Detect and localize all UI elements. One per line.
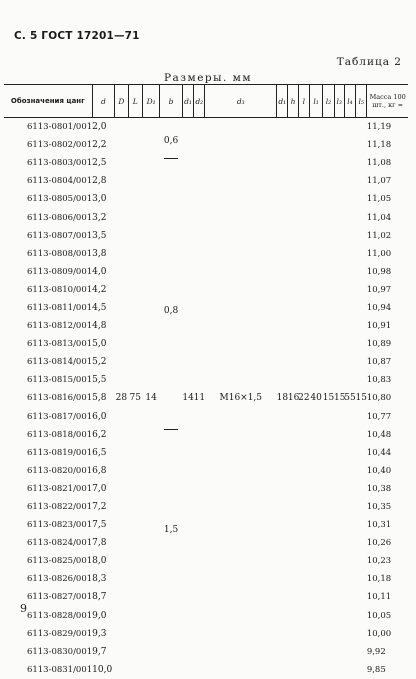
designation-cell: 6113-0808/001 [26, 248, 93, 259]
mass-value-cell: 11,08 [366, 158, 392, 169]
mass-value-cell: 11,02 [366, 230, 392, 241]
column-h: 16 [287, 393, 300, 404]
header-d2: d₂ [194, 85, 205, 118]
d-value-cell: 5,2 [92, 357, 107, 368]
mass-value-cell: 10,26 [366, 538, 392, 549]
header-d4: d₁ [277, 85, 288, 118]
d-value-cell: 7,8 [92, 538, 107, 549]
designation-cell: 6113-0815/001 [26, 375, 93, 386]
d-value-cell: 4,8 [92, 321, 107, 332]
header-mass: Масса 100 шт., кг ≈ [367, 85, 408, 118]
dimensions-table [4, 84, 408, 679]
d-value-cell: 2,2 [92, 140, 107, 151]
d-value-cell: 2,8 [92, 176, 107, 187]
designation-cell: 6113-0801/001 [26, 122, 93, 133]
column-l5: 15 [355, 393, 367, 404]
designation-cell: 6113-0813/001 [26, 339, 93, 350]
d-value-cell: 6,0 [92, 411, 107, 422]
d-value-cell: 3,2 [92, 212, 107, 223]
d-value-cell: 10,0 [92, 664, 113, 675]
mass-value-cell: 10,83 [366, 375, 392, 386]
d-value-cell: 5,8 [92, 393, 107, 404]
column-d4: 18 [276, 393, 289, 404]
mass-value-cell: 10,91 [366, 321, 392, 332]
table-header-row [4, 85, 408, 118]
b-value-third: 1,5 [163, 525, 179, 535]
designation-cell: 6113-0830/001 [26, 646, 93, 657]
mass-value-cell: 11,19 [366, 122, 392, 133]
mass-value-cell: 10,98 [366, 266, 392, 277]
mass-value-cell: 10,11 [366, 592, 392, 603]
mass-value-cell: 9,85 [366, 664, 386, 675]
page-header: С. 5 ГОСТ 17201—71 [14, 30, 140, 42]
header-h: h [288, 85, 298, 118]
column-b [160, 118, 183, 679]
d-value-cell: 2,5 [92, 158, 107, 169]
mass-value-cell: 10,31 [366, 520, 392, 531]
column-l2: 15 [322, 393, 335, 404]
header-d: d [92, 85, 115, 118]
mass-value-cell: 10,40 [366, 465, 392, 476]
d-value-cell: 8,7 [92, 592, 107, 603]
header-l3: l₃ [334, 85, 344, 118]
header-D: D [115, 85, 128, 118]
b-divider-first [164, 158, 178, 159]
designation-cell: 6113-0807/001 [26, 230, 93, 241]
designation-cell: 6113-0821/001 [26, 483, 93, 494]
designation-cell: 6113-0805/001 [26, 194, 93, 205]
designation-cell: 6113-0814/001 [26, 357, 93, 368]
designation-cell: 6113-0828/001 [26, 610, 93, 621]
designation-cell: 6113-0802/001 [26, 140, 93, 151]
mass-value-cell: 10,44 [366, 447, 392, 458]
header-l4: l₄ [344, 85, 355, 118]
b-divider-second [164, 429, 178, 430]
mass-value-cell: 10,35 [366, 502, 392, 513]
designation-cell: 6113-0806/001 [26, 212, 93, 223]
designation-cell: 6113-0827/001 [26, 592, 93, 603]
mass-value-cell: 10,18 [366, 574, 392, 585]
designation-cell: 6113-0820/001 [26, 465, 93, 476]
mass-value-cell: 11,07 [366, 176, 392, 187]
designation-cell: 6113-0812/001 [26, 321, 93, 332]
table-caption: Размеры. мм [163, 72, 253, 84]
d-value-cell: 6,5 [92, 447, 107, 458]
table-name: Таблица 2 [336, 56, 402, 68]
designation-cell: 6113-0831/001 [26, 664, 93, 675]
b-value-first: 0,6 [163, 136, 179, 146]
designation-cell: 6113-0819/001 [26, 447, 93, 458]
header-L: L [128, 85, 142, 118]
column-l3: 15 [334, 393, 346, 404]
mass-value-cell: 11,05 [366, 194, 392, 205]
header-d1: d₁ [182, 85, 193, 118]
column-d: 28 [115, 393, 128, 404]
d-value-cell: 7,2 [92, 502, 107, 513]
header-b: b [160, 85, 183, 118]
table-body [4, 118, 408, 679]
designation-cell: 6113-0810/001 [26, 284, 93, 295]
mass-value-cell: 10,94 [366, 302, 392, 313]
designation-cell: 6113-0826/001 [26, 574, 93, 585]
d-value-cell: 9,3 [92, 628, 107, 639]
column-d1: 14 [182, 393, 194, 404]
mass-value-cell: 10,89 [366, 339, 392, 350]
d-value-cell: 6,2 [92, 429, 107, 440]
d-value-cell: 2,0 [92, 122, 107, 133]
d-value-cell: 5,5 [92, 375, 107, 386]
mass-value-cell: 9,92 [366, 646, 386, 657]
header-D1: D₁ [142, 85, 159, 118]
d-value-cell: 4,0 [92, 266, 107, 277]
d-value-cell: 8,3 [92, 574, 107, 585]
header-d3: d₃ [205, 85, 277, 118]
d-value-cell: 7,0 [92, 483, 107, 494]
d-value-cell: 4,5 [92, 302, 107, 313]
mass-value-cell: 10,00 [366, 628, 392, 639]
column-d3: М16×1,5 [219, 393, 263, 404]
column-d2: 11 [193, 393, 206, 404]
mass-value-cell: 11,00 [366, 248, 392, 259]
column-l: 22 [298, 393, 310, 404]
table-row [4, 118, 408, 137]
designation-cell: 6113-0804/001 [26, 176, 93, 187]
mass-value-cell: 10,77 [366, 411, 392, 422]
d-value-cell: 3,5 [92, 230, 107, 241]
mass-value-cell: 10,80 [366, 393, 392, 404]
designation-cell: 6113-0811/001 [26, 302, 93, 313]
mass-value-cell: 10,97 [366, 284, 392, 295]
b-value-second: 0,8 [163, 306, 179, 316]
designation-cell: 6113-0824/001 [26, 538, 93, 549]
d-value-cell: 6,8 [92, 465, 107, 476]
designation-cell: 6113-0817/001 [26, 411, 93, 422]
column-d1: 14 [145, 393, 157, 404]
designation-cell: 6113-0816/001 [26, 393, 93, 404]
mass-value-cell: 10,05 [366, 610, 392, 621]
header-l5: l₅ [356, 85, 367, 118]
designation-cell: 6113-0803/001 [26, 158, 93, 169]
d-value-cell: 3,0 [92, 194, 107, 205]
column-l: 75 [129, 393, 141, 404]
column-l1: 40 [310, 393, 322, 404]
designation-cell: 6113-0809/001 [26, 266, 93, 277]
mass-value-cell: 10,48 [366, 429, 392, 440]
header-l2: l₂ [323, 85, 334, 118]
designation-cell: 6113-0829/001 [26, 628, 93, 639]
mass-value-cell: 10,23 [366, 556, 392, 567]
mass-value-cell: 10,87 [366, 357, 392, 368]
mass-value-cell: 11,04 [366, 212, 392, 223]
mass-value-cell: 10,38 [366, 483, 392, 494]
header-l1: l₁ [309, 85, 322, 118]
d-value-cell: 5,0 [92, 339, 107, 350]
page-number: 9 [20, 602, 27, 615]
header-l: l [298, 85, 309, 118]
d-value-cell: 9,7 [92, 646, 107, 657]
d-value-cell: 9,0 [92, 610, 107, 621]
d-value-cell: 3,8 [92, 248, 107, 259]
designation-cell: 6113-0825/001 [26, 556, 93, 567]
designation-cell: 6113-0823/001 [26, 520, 93, 531]
designation-cell: 6113-0822/001 [26, 502, 93, 513]
d-value-cell: 7,5 [92, 520, 107, 531]
d-value-cell: 4,2 [92, 284, 107, 295]
mass-value-cell: 11,18 [366, 140, 392, 151]
designation-cell: 6113-0818/001 [26, 429, 93, 440]
d-value-cell: 8,0 [92, 556, 107, 567]
header-designation: Обозначения цанг [4, 85, 92, 118]
column-l4: 55 [344, 393, 356, 404]
